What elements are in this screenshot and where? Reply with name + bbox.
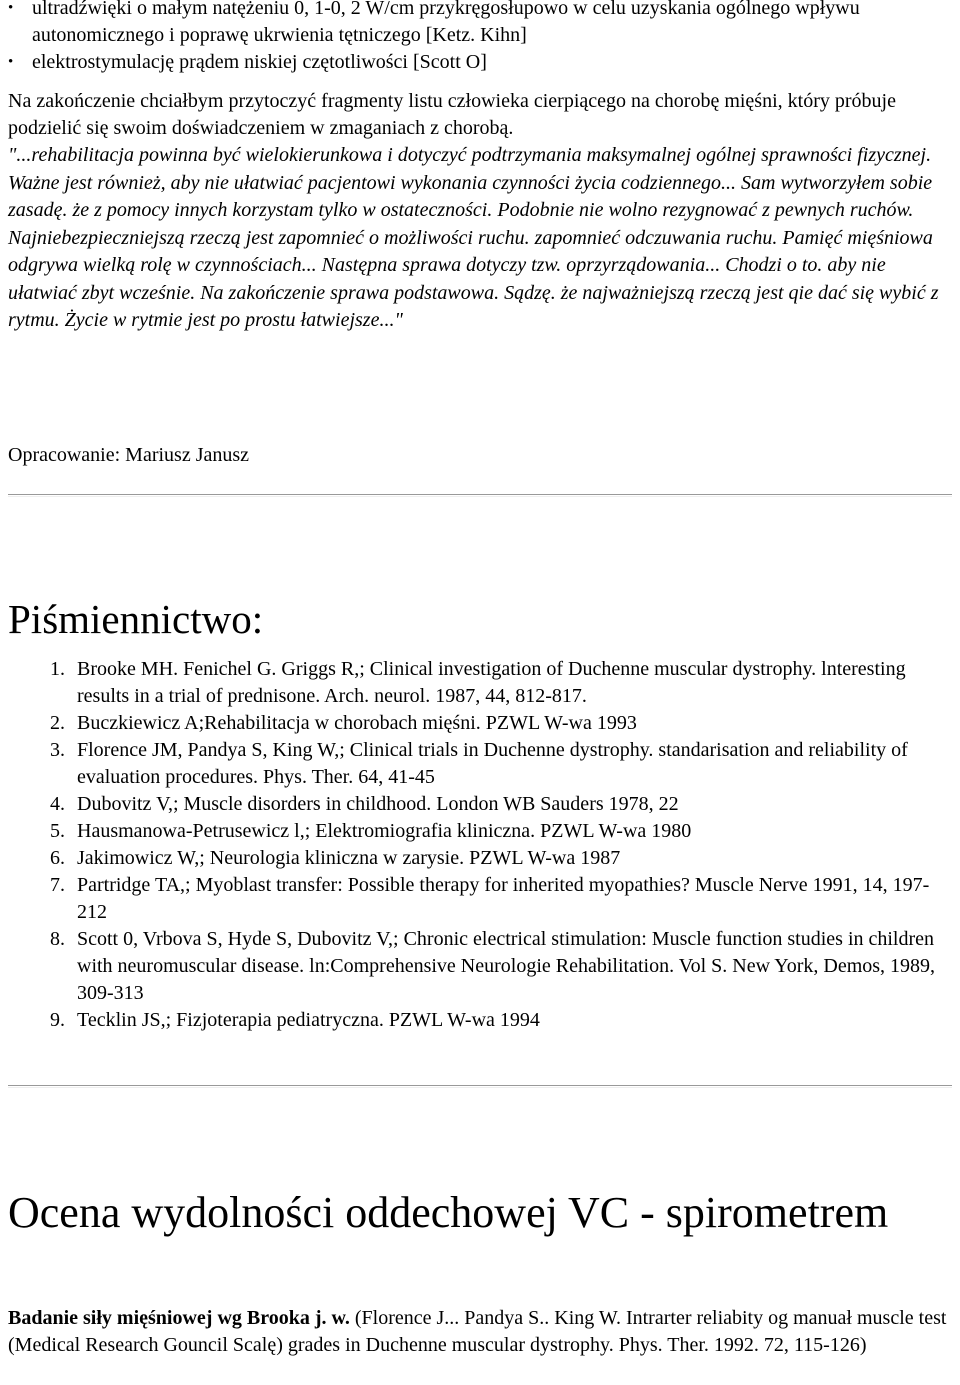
author-credit: Opracowanie: Mariusz Janusz bbox=[8, 444, 250, 466]
bullet-item-electrostimulation: • elektrostymulację prądem niskiej czętotliwości [Scott O] bbox=[0, 49, 960, 76]
reference-item: 7. Partridge TA,; Myoblast transfer: Possible therapy for inherited myopathies? Muscle Nerve 1991, 14, 197-212 bbox=[50, 874, 930, 923]
reference-item: 9. Tecklin JS,; Fizjoterapia pediatryczna. PZWL W-wa 1994 bbox=[50, 1009, 540, 1031]
references-heading: Piśmiennictwo: bbox=[8, 596, 264, 642]
references-list bbox=[0, 656, 960, 1034]
intro-paragraph: Na zakończenie chciałbym przytoczyć fragmenty listu człowieka cierpiącego na chorobę mięśni, który próbuje podzielić się swoim doświadczeniem w zmaganiach z chorobą. bbox=[8, 90, 896, 139]
bullet-item-ultrasound: • ultradźwięki o małym natężeniu 0, 1-0, 2 W/cm przykręgosłupowo w celu uzyskania ogólnego wpływu autonomicznego i poprawę ukrwienia tętniczego [Ketz. Kihn] bbox=[0, 0, 960, 49]
section-divider-2 bbox=[8, 1085, 952, 1088]
spirometry-section-heading: Ocena wydolności oddechowej VC - spirometrem bbox=[8, 1188, 889, 1237]
reference-item: 2. Buczkiewicz A;Rehabilitacja w chorobach mięśni. PZWL W-wa 1993 bbox=[50, 712, 637, 734]
reference-item: 8. Scott 0, Vrbova S, Hyde S, Dubovitz V,; Chronic electrical stimulation: Muscle function studies in children with neuromuscular disease. ln:Comprehensive Neurologie Rehabilitation. Vol S. New York, Demos, 1989, 309-313 bbox=[50, 928, 936, 1004]
final-paragraph-text: (Florence J... Pandya S.. King W. Intrarter reliabity og manuał muscle test (Medical Research Gouncil Scalę) grades in Duchenne muscular dystrophy. Phys. Ther. 1992. 72, 115-126) bbox=[8, 1307, 947, 1356]
section-divider bbox=[8, 494, 952, 497]
final-paragraph bbox=[8, 1305, 954, 1359]
treatment-bullet-list bbox=[0, 0, 960, 76]
reference-item: 5. Hausmanowa-Petrusewicz l,; Elektromiografia kliniczna. PZWL W-wa 1980 bbox=[50, 820, 692, 842]
patient-letter-quote: "...rehabilitacja powinna być wielokierunkowa i dotyczyć podtrzymania maksymalnej ogólnej sprawności fizycznej. Ważne jest również, aby nie ułatwiać pacjentowi wykonania czynności życia codziennego... Sam wytworzyłem sobie zasadę. że z pomocy innych korzystam tylko w ostateczności. Podobnie nie wolno rezygnować z pewnych ruchów. Najniebezpieczniejszą rzeczą jest zapomnieć o możliwości ruchu. zapomnieć odczuwania ruchu. Pamięć mięśniowa odgrywa wielką rolę w czynnościach... Następna sprawa dotyczy tzw. oprzyrządowania... Chodzi o to. aby nie ułatwiać zbyt wcześnie. Na zakończenie sprawa podstawowa. Sądzę. że najważniejszą rzeczą jest qie dać się wybić z rytmu. Życie w rytmie jest po prostu łatwiejsze..." bbox=[8, 144, 939, 331]
final-paragraph-bold-lead: Badanie siły mięśniowej wg Brooka j. w. bbox=[8, 1307, 350, 1329]
reference-item: 1. Brooke MH. Fenichel G. Griggs R,; Clinical investigation of Duchenne muscular dystrophy. lnteresting results in a trial of prednisone. Arch. neurol. 1987, 44, 812-817. bbox=[50, 658, 906, 707]
reference-item: 4. Dubovitz V,; Muscle disorders in childhood. London WB Sauders 1978, 22 bbox=[50, 793, 679, 815]
reference-item: 6. Jakimowicz W,; Neurologia kliniczna w zarysie. PZWL W-wa 1987 bbox=[50, 847, 621, 869]
reference-item: 3. Florence JM, Pandya S, King W,; Clinical trials in Duchenne dystrophy. standarisation and reliability of evaluation procedures. Phys. Ther. 64, 41-45 bbox=[50, 739, 908, 788]
